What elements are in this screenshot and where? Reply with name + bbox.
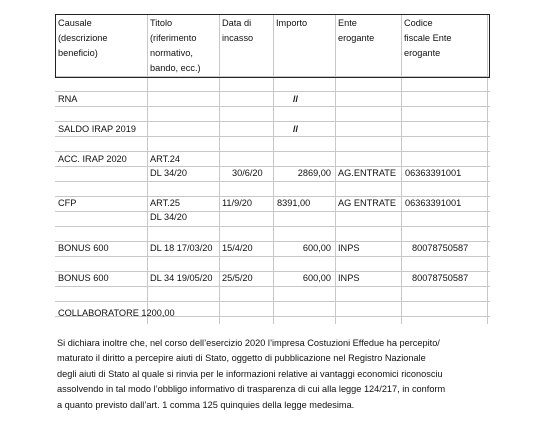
row-bonus1-codice: 80078750587 [412, 243, 469, 253]
row-bonus2-data: 25/5/20 [222, 273, 253, 283]
header-data: Data di incasso [222, 18, 254, 43]
declaration-line: degli aiuti di Stato al quale si rinvia per le informazioni relative ai vantaggi economici riconosciu [57, 368, 443, 379]
row-acc-causale: ACC. IRAP 2020 [58, 154, 127, 164]
row-bonus2-causale: BONUS 600 [58, 273, 109, 283]
row-acc-codice: 06363391001 [405, 168, 462, 178]
row-bonus1-importo: 600,00 [302, 243, 331, 253]
row-acc-titolo1: ART.24 [150, 154, 180, 164]
row-acc-titolo2: DL 34/20 [150, 168, 187, 178]
row-collab-causale: COLLABORATORE 1200,00 [58, 308, 175, 318]
declaration-line: a quanto previsto dall’art. 1 comma 125 quinquies della legge medesima. [57, 399, 355, 410]
row-bonus2-ente: INPS [338, 273, 360, 283]
spreadsheet [55, 14, 490, 410]
declaration-line: maturato il diritto a percepire aiuti di Stato, oggetto di pubblicazione nel Registro Nazionale [57, 353, 426, 364]
row-saldo-causale: SALDO IRAP 2019 [58, 124, 136, 134]
grid-line [55, 226, 490, 227]
row-acc-ente: AG.ENTRATE [338, 168, 397, 178]
row-bonus2-codice: 80078750587 [412, 273, 469, 283]
row-bonus2-importo: 600,00 [302, 273, 331, 283]
declaration-line: assolvendo in tal modo l’obbligo informativo di trasparenza di cui alla legge 124/217, in conform [57, 384, 446, 395]
row-bonus1-data: 15/4/20 [222, 243, 253, 253]
row-cfp-codice: 06363391001 [405, 198, 462, 208]
row-acc-data: 30/6/20 [232, 168, 263, 178]
row-cfp-titolo1: ART.25 [150, 198, 180, 208]
declaration-paragraph [57, 336, 497, 413]
grid-line [55, 286, 490, 287]
grid-line [55, 301, 490, 302]
row-cfp-causale: CFP [58, 198, 77, 208]
row-cfp-importo: 8391,00 [277, 198, 311, 208]
row-cfp-ente: AG ENTRATE [338, 198, 397, 208]
header-ente: Ente erogante [338, 18, 375, 43]
row-bonus1-causale: BONUS 600 [58, 243, 109, 253]
grid-line [55, 106, 490, 107]
grid-line [55, 181, 490, 182]
row-cfp-data: 11/9/20 [222, 198, 252, 208]
row-saldo-mark: // [293, 124, 299, 134]
declaration-line: Si dichiara inoltre che, nel corso dell’esercizio 2020 l’impresa Costuzioni Effedue ha percepito/ [57, 338, 440, 348]
row-cfp-titolo2: DL 34/20 [150, 212, 187, 222]
row-bonus1-ente: INPS [338, 243, 360, 253]
grid-line [55, 211, 490, 212]
grid-line [55, 91, 490, 92]
row-rna-mark: // [293, 94, 299, 104]
row-bonus1-titolo: DL 18 17/03/20 [150, 243, 213, 253]
row-rna-causale: RNA [58, 94, 78, 104]
header-codice: Codice fiscale Ente erogante [404, 18, 452, 58]
header-titolo: Titolo (riferimento normativo, bando, ecc.) [150, 18, 201, 73]
row-acc-importo: 2869,00 [297, 168, 331, 178]
header-importo: Importo [276, 18, 308, 28]
row-bonus2-titolo: DL 34 19/05/20 [150, 273, 213, 283]
grid-line [55, 256, 490, 257]
header-causale: Causale (descrizione beneficio) [58, 18, 108, 58]
